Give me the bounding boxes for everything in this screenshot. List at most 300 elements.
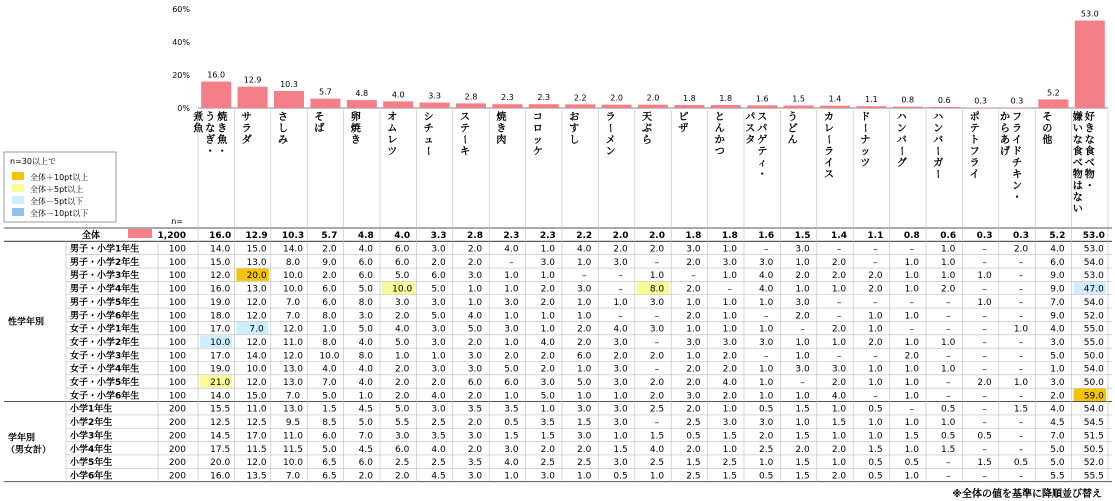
bar xyxy=(347,100,377,108)
table-cell: – xyxy=(836,244,842,255)
table-cell: 15.0 xyxy=(246,244,267,255)
table-cell: 4.5 xyxy=(1050,418,1065,429)
table-cell: 12.9 xyxy=(245,231,268,242)
bar xyxy=(456,103,486,108)
table-cell: 2.0 xyxy=(577,324,592,335)
category-label-char: み xyxy=(278,135,288,146)
table-cell: 2.5 xyxy=(686,471,701,482)
table-cell: 3.0 xyxy=(358,311,373,322)
table-cell: 5.7 xyxy=(321,231,338,242)
table-cell: 0.3 xyxy=(976,231,993,242)
table-cell: 1.0 xyxy=(613,297,628,308)
table-cell: 10.0 xyxy=(282,271,304,282)
table-cell: 6.0 xyxy=(322,284,337,295)
table-cell: 3.0 xyxy=(577,431,592,442)
bar-value-label: 2.2 xyxy=(573,93,587,103)
table-cell: 2.0 xyxy=(467,244,483,255)
category-label-char: ピ xyxy=(678,112,689,123)
category-label-char: 物 xyxy=(1084,169,1095,181)
category-label-char: ・ xyxy=(205,146,216,158)
table-cell: 8.0 xyxy=(358,351,373,362)
table-cell: – xyxy=(945,297,951,308)
table-cell: 3.0 xyxy=(759,257,774,268)
table-cell: 2.0 xyxy=(613,244,628,255)
table-cell: 1.5 xyxy=(722,431,737,442)
row-label: 男子・小学4年生 xyxy=(70,284,140,295)
row-n: 100 xyxy=(168,271,186,282)
table-cell: 13.0 xyxy=(282,404,304,415)
table-cell: 4.0 xyxy=(358,244,373,255)
table-cell: 1.0 xyxy=(831,404,847,415)
table-cell: – xyxy=(982,337,987,348)
table-cell: 2.0 xyxy=(431,378,446,389)
table-cell: – xyxy=(982,444,987,455)
table-cell: 2.5 xyxy=(759,444,774,455)
table-cell: 1.0 xyxy=(795,391,810,402)
table-cell: 1.0 xyxy=(577,257,592,268)
table-cell: 17.0 xyxy=(246,431,267,442)
category-label-char: ー xyxy=(822,134,834,145)
row-n: 200 xyxy=(168,404,186,415)
row-n: 100 xyxy=(168,364,186,375)
category-label-char: ら xyxy=(1000,123,1010,135)
category-label-char: ナ xyxy=(860,135,871,146)
table-cell: 7.0 xyxy=(285,311,301,322)
category-label-char: フ xyxy=(969,146,980,158)
table-cell: 1.5 xyxy=(504,431,519,442)
category-label-char: ン xyxy=(605,146,616,158)
table-cell: – xyxy=(1018,444,1024,455)
table-cell: 59.0 xyxy=(1083,391,1104,402)
bar-value-label: 2.3 xyxy=(501,93,514,103)
table-cell: 11.0 xyxy=(282,431,304,442)
row-label: 男子・小学5年生 xyxy=(70,297,140,308)
category-label-char: イ xyxy=(969,169,980,181)
table-cell: 1.5 xyxy=(941,444,956,455)
category-label-char: お xyxy=(569,112,580,123)
table-cell: – xyxy=(873,297,878,308)
table-cell: 2.0 xyxy=(395,364,410,375)
table-cell: 1.0 xyxy=(504,337,519,348)
table-cell: 5.0 xyxy=(431,311,446,322)
table-cell: 19.0 xyxy=(210,364,231,375)
table-cell: 1.0 xyxy=(540,404,555,415)
table-cell: 2.0 xyxy=(322,271,337,282)
table-cell: 4.0 xyxy=(358,337,373,348)
table-cell: 0.5 xyxy=(759,404,774,415)
table-cell: – xyxy=(763,311,769,322)
table-cell: 1.0 xyxy=(1050,364,1065,375)
table-cell: 0.5 xyxy=(868,458,883,469)
category-label-char: ス xyxy=(824,169,834,181)
table-cell: 14.0 xyxy=(246,351,267,362)
bar xyxy=(638,105,668,108)
category-label-char: は xyxy=(1072,181,1083,192)
table-cell: 1.0 xyxy=(649,471,665,482)
category-label-char: 天 xyxy=(642,112,652,123)
category-label-char: 焼 xyxy=(350,123,361,135)
category-label-char: さ xyxy=(278,112,288,123)
table-cell: 1.0 xyxy=(577,364,592,375)
table-cell: 4.0 xyxy=(1050,404,1065,415)
table-cell: 1.0 xyxy=(904,418,919,429)
table-cell: 2.0 xyxy=(540,351,555,362)
category-label-char: キ xyxy=(460,146,470,158)
category-label-char: 煮 xyxy=(193,112,204,123)
category-label-char: フ xyxy=(1012,112,1022,123)
category-label-char: な xyxy=(1072,135,1083,146)
category-label-char: な xyxy=(205,123,216,135)
table-cell: 3.0 xyxy=(613,378,628,389)
table-cell: 2.0 xyxy=(1013,244,1029,255)
category-label-char: カ xyxy=(824,112,834,123)
table-cell: 15.0 xyxy=(246,391,267,402)
table-cell: 54.0 xyxy=(1083,404,1104,415)
table-cell: 3.0 xyxy=(722,337,737,348)
table-cell: 1.0 xyxy=(686,324,701,335)
bar xyxy=(820,106,850,108)
row-label: 女子・小学2年生 xyxy=(70,337,140,348)
group-label: 学年別 xyxy=(8,433,36,444)
category-label-char: ー xyxy=(931,146,943,156)
bar-value-label: 4.0 xyxy=(391,90,405,100)
category-label-char: 好 xyxy=(1084,112,1095,123)
table-cell: 0.5 xyxy=(977,431,992,442)
table-cell: 13.0 xyxy=(282,378,304,389)
table-cell: 2.0 xyxy=(831,257,847,268)
category-label xyxy=(387,111,397,158)
table-cell: 1.5 xyxy=(795,458,810,469)
group-label: （男女計） xyxy=(6,445,52,456)
table-cell: 2.0 xyxy=(795,271,810,282)
data-table xyxy=(4,110,1112,482)
legend xyxy=(4,152,116,222)
table-cell: 4.0 xyxy=(504,244,519,255)
table-cell: 1.0 xyxy=(395,351,410,362)
table-cell: 1.0 xyxy=(795,284,810,295)
table-cell: 20.0 xyxy=(246,271,267,282)
table-cell: 1.0 xyxy=(504,284,519,295)
category-label-char: ん xyxy=(787,135,798,146)
category-label xyxy=(604,111,616,158)
table-cell: 5.0 xyxy=(322,391,337,402)
table-cell: 2.0 xyxy=(831,378,847,389)
category-label-char: キ xyxy=(1012,169,1022,181)
row-label: 女子・小学4年生 xyxy=(70,364,140,375)
category-label-char: ガ xyxy=(933,158,944,169)
category-label xyxy=(495,110,506,146)
table-cell: 12.0 xyxy=(246,297,267,308)
table-cell: 12.0 xyxy=(246,337,267,348)
table-cell: 54.5 xyxy=(1083,418,1104,429)
bar-value-label: 1.8 xyxy=(719,94,733,104)
table-cell: 1.0 xyxy=(504,271,519,282)
category-label-char: そ xyxy=(314,112,325,123)
table-cell: 2.0 xyxy=(431,257,446,268)
table-cell: 3.0 xyxy=(613,418,628,429)
category-label-char: レ xyxy=(824,123,834,135)
table-cell: 3.0 xyxy=(795,364,810,375)
table-cell: 2.5 xyxy=(431,418,446,429)
table-cell: 3.0 xyxy=(759,418,774,429)
table-cell: 1.0 xyxy=(904,337,919,348)
table-cell: 3.0 xyxy=(613,404,628,415)
table-cell: 6.0 xyxy=(1050,257,1065,268)
table-cell: 0.5 xyxy=(759,471,774,482)
category-label xyxy=(859,111,871,169)
table-cell: 1.0 xyxy=(831,284,847,295)
table-cell: 2.0 xyxy=(904,351,919,362)
bar xyxy=(420,103,450,108)
table-cell: 1.5 xyxy=(649,431,665,442)
table-cell: 4.0 xyxy=(759,271,774,282)
table-cell: – xyxy=(618,271,623,282)
legend-swatch xyxy=(12,196,24,204)
table-cell: 2.0 xyxy=(504,351,519,362)
table-cell: 2.0 xyxy=(686,378,701,389)
table-cell: 2.5 xyxy=(431,458,446,469)
bar-value-label: 5.2 xyxy=(1047,88,1060,98)
table-cell: – xyxy=(1018,351,1024,362)
table-cell: 13.0 xyxy=(246,284,267,295)
legend-swatch xyxy=(12,172,24,180)
category-label-char: レ xyxy=(387,135,398,146)
bar-value-label: 16.0 xyxy=(207,70,226,80)
bar-value-label: 1.8 xyxy=(683,94,696,104)
table-cell: 2.0 xyxy=(686,444,701,455)
table-cell: 1.0 xyxy=(504,391,519,402)
table-cell: 1.0 xyxy=(322,324,337,335)
bar-value-label: 1.4 xyxy=(828,94,842,104)
category-label-char: ば xyxy=(314,123,325,135)
table-cell: 2.5 xyxy=(686,418,701,429)
category-label-char: ツ xyxy=(387,146,398,158)
category-label-char: 他 xyxy=(1042,135,1053,146)
category-label-char: 肉 xyxy=(496,135,507,146)
category-label xyxy=(1073,110,1095,215)
table-cell: 52.0 xyxy=(1083,458,1104,469)
category-label-char: き xyxy=(217,123,228,135)
bar-value-label: 10.3 xyxy=(280,80,298,90)
table-cell: 9.0 xyxy=(1050,271,1065,282)
table-cell: 4.0 xyxy=(1050,244,1065,255)
bar xyxy=(274,91,304,108)
table-cell: 0.5 xyxy=(504,418,519,429)
table-cell: 53.0 xyxy=(1082,231,1105,242)
table-cell: 3.5 xyxy=(467,404,483,415)
table-cell: 1.0 xyxy=(577,311,592,322)
table-cell: 1.0 xyxy=(540,244,555,255)
table-cell: 3.0 xyxy=(395,431,410,442)
category-label-char: コ xyxy=(532,112,543,123)
table-cell: 1.0 xyxy=(868,418,883,429)
category-label-char: し xyxy=(278,123,288,135)
table-cell: 12.0 xyxy=(246,458,267,469)
table-cell: 4.8 xyxy=(357,231,374,242)
category-label-char: な xyxy=(1084,135,1095,146)
category-label-char: ケ xyxy=(532,146,543,158)
category-label-char: か xyxy=(714,135,725,146)
table-cell: 2.5 xyxy=(649,458,665,469)
y-tick-label: 0% xyxy=(177,104,190,113)
table-cell: 5.0 xyxy=(395,337,410,348)
table-cell: 2.0 xyxy=(540,297,555,308)
table-cell: 0.6 xyxy=(940,231,957,242)
table-cell: 0.3 xyxy=(1013,231,1029,242)
table-cell: 4.0 xyxy=(577,244,592,255)
table-cell: 1.0 xyxy=(868,431,883,442)
table-cell: 6.0 xyxy=(431,271,446,282)
table-cell: – xyxy=(1018,337,1024,348)
table-cell: 52.0 xyxy=(1083,311,1104,322)
table-cell: 2.0 xyxy=(395,391,410,402)
table-cell: 1.0 xyxy=(577,391,592,402)
table-cell: 4.5 xyxy=(358,404,373,415)
table-cell: – xyxy=(618,284,623,295)
table-cell: 2.5 xyxy=(395,458,410,469)
row-n: 100 xyxy=(168,257,186,268)
table-cell: 1.0 xyxy=(759,297,774,308)
table-cell: 1.0 xyxy=(722,244,737,255)
table-cell: 14.0 xyxy=(210,244,231,255)
row-label: 男子・小学1年生 xyxy=(70,244,140,255)
table-cell: 2.0 xyxy=(831,471,847,482)
category-label-char: ド xyxy=(860,112,871,123)
category-label-char: テ xyxy=(757,146,768,158)
table-cell: – xyxy=(836,311,842,322)
row-n: 100 xyxy=(168,311,186,322)
category-label-char: ら xyxy=(642,135,652,146)
table-cell: 3.0 xyxy=(1050,337,1065,348)
table-cell: 7.0 xyxy=(1050,297,1065,308)
table-cell: 3.3 xyxy=(430,231,447,242)
category-label-char: ト xyxy=(969,135,980,146)
table-cell: 6.0 xyxy=(395,257,410,268)
table-cell: 5.0 xyxy=(395,271,410,282)
table-cell: 17.0 xyxy=(210,324,231,335)
footnote: ※全体の値を基準に降順並び替え xyxy=(952,489,1102,500)
table-cell: 1.0 xyxy=(540,324,555,335)
legend-swatch xyxy=(12,184,24,192)
category-label-char: 物 xyxy=(1072,169,1083,181)
total-row-marker xyxy=(128,229,152,238)
table-cell: 1.0 xyxy=(759,324,774,335)
table-cell: 1.0 xyxy=(759,378,774,389)
table-cell: 3.0 xyxy=(540,257,555,268)
legend-label: 全体－10pt以下 xyxy=(30,209,89,218)
table-cell: 3.0 xyxy=(467,431,483,442)
category-label-char: パ xyxy=(757,123,768,135)
table-cell: 1.5 xyxy=(831,418,847,429)
table-cell: 54.0 xyxy=(1083,297,1104,308)
y-tick-label: 20% xyxy=(172,71,190,80)
table-cell: 1.5 xyxy=(613,444,628,455)
table-cell: – xyxy=(654,311,660,322)
table-cell: 1.0 xyxy=(613,431,628,442)
table-cell: 4.5 xyxy=(431,471,446,482)
table-cell: 13.0 xyxy=(282,364,304,375)
table-cell: 2.0 xyxy=(540,444,555,455)
table-cell: 2.0 xyxy=(722,391,737,402)
category-label-char: ツ xyxy=(860,158,871,169)
table-cell: 2.0 xyxy=(540,364,555,375)
table-cell: 0.5 xyxy=(1013,458,1029,469)
table-cell: 1.0 xyxy=(540,271,555,282)
table-cell: 0.5 xyxy=(613,471,628,482)
table-cell: 1.5 xyxy=(540,431,555,442)
table-cell: 1.0 xyxy=(722,444,737,455)
table-cell: 2.0 xyxy=(686,364,701,375)
category-label-char: ラ xyxy=(1012,123,1022,135)
category-label xyxy=(642,111,652,146)
table-cell: 4.0 xyxy=(394,231,411,242)
row-label: 男子・小学3年生 xyxy=(70,271,140,282)
category-label-char: 焼 xyxy=(217,112,228,123)
category-label-char: イ xyxy=(824,158,834,169)
table-cell: 50.0 xyxy=(1083,378,1104,389)
table-cell: 2.0 xyxy=(577,337,592,348)
table-cell: 0.5 xyxy=(941,404,956,415)
table-cell: – xyxy=(982,351,987,362)
category-label-char: そ xyxy=(1042,112,1053,123)
table-cell: 9.5 xyxy=(285,418,301,429)
table-cell: 4.0 xyxy=(540,337,555,348)
table-cell: 2.0 xyxy=(686,284,701,295)
table-cell: 13.5 xyxy=(246,471,267,482)
table-cell: 1.8 xyxy=(721,231,738,242)
table-cell: 1.5 xyxy=(904,431,919,442)
table-cell: 53.0 xyxy=(1083,271,1104,282)
bar-value-label: 2.8 xyxy=(464,92,478,102)
table-cell: 3.0 xyxy=(613,458,628,469)
table-cell: – xyxy=(1018,391,1024,402)
table-cell: – xyxy=(1018,471,1024,482)
bar xyxy=(856,106,886,108)
table-cell: 1.0 xyxy=(904,364,919,375)
bar-value-label: 5.7 xyxy=(319,87,332,97)
category-label-char: ン xyxy=(1012,181,1022,192)
bar-value-label: 0.3 xyxy=(974,96,987,106)
y-tick-label: 60% xyxy=(172,5,190,14)
table-cell: 3.5 xyxy=(431,431,446,442)
table-cell: – xyxy=(982,324,987,335)
y-tick-label: 40% xyxy=(172,38,190,47)
table-cell: 6.0 xyxy=(322,431,337,442)
row-label: 男子・小学6年生 xyxy=(70,311,140,322)
table-cell: 3.0 xyxy=(795,244,810,255)
table-cell: 1.0 xyxy=(467,284,483,295)
category-label-char: ー xyxy=(895,146,907,156)
table-cell: 4.0 xyxy=(613,324,628,335)
table-cell: 5.0 xyxy=(1050,444,1065,455)
group-label: 性学年別 xyxy=(8,317,45,328)
bar xyxy=(929,107,959,108)
category-label xyxy=(932,112,944,179)
row-label: 小学6年生 xyxy=(70,471,113,482)
table-cell: 3.5 xyxy=(504,404,519,415)
table-cell: 1.0 xyxy=(831,458,847,469)
category-label-char: あ xyxy=(1000,135,1010,146)
bar xyxy=(1038,99,1068,108)
table-cell: 7.0 xyxy=(358,431,373,442)
table-cell: 0.8 xyxy=(903,231,920,242)
row-n: 100 xyxy=(168,284,186,295)
table-cell: 1.0 xyxy=(977,297,992,308)
table-cell: – xyxy=(1018,271,1024,282)
row-n: 200 xyxy=(168,458,186,469)
table-cell: 1.0 xyxy=(904,378,919,389)
bar xyxy=(893,107,923,108)
